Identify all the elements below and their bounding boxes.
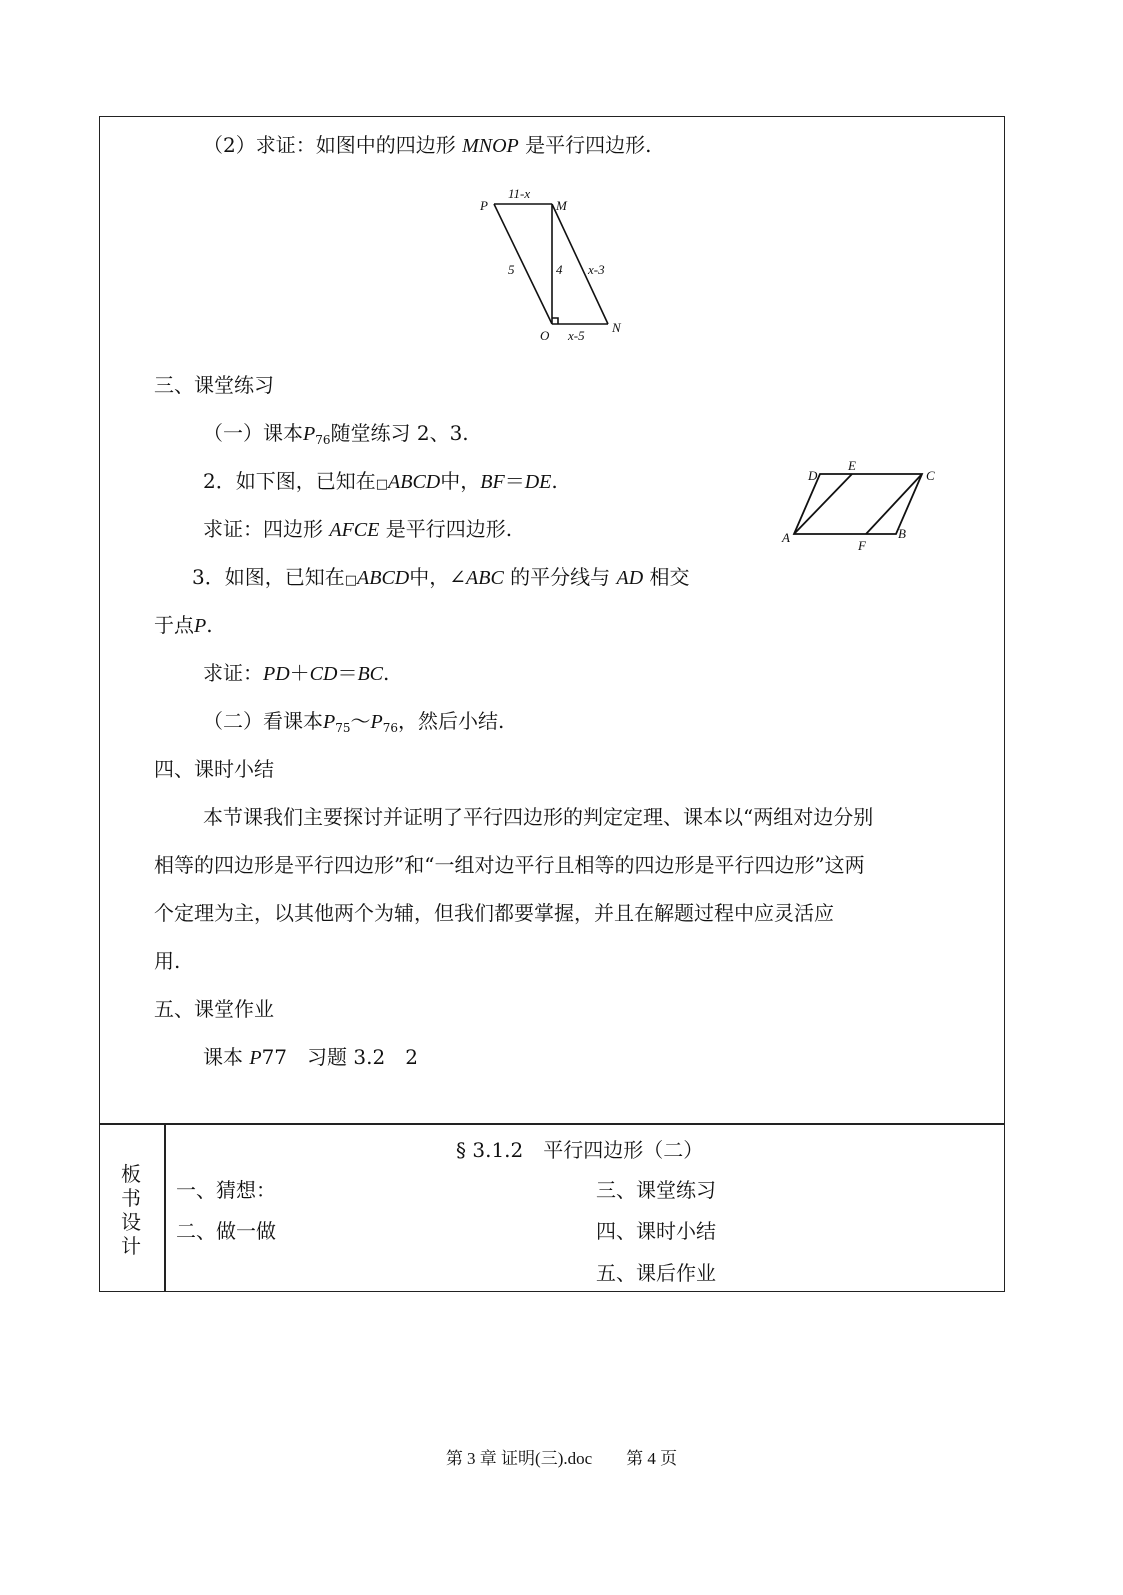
label-left: 5 (508, 262, 515, 277)
label-m: M (556, 198, 567, 213)
figure-abcd (776, 458, 946, 553)
q2-var: MNOP (462, 135, 519, 157)
exercise-intro: （一）课本$P_{76}$随堂练习 2、3. (203, 421, 469, 447)
label-right: x-3 (588, 262, 605, 277)
label-e: E (848, 458, 856, 473)
summary-line-4: 用. (154, 949, 181, 973)
label-o: O (540, 328, 550, 343)
board-left-item-1: 一、猜想： (176, 1178, 276, 1202)
q2-statement: （2）求证：如图中的四边形 MNOP 是平行四边形. (203, 133, 652, 157)
parallelogram-abcd (794, 474, 922, 534)
page-footer: 第 3 章 证明(三).doc 第 4 页 (445, 1449, 678, 1468)
side-po (494, 204, 552, 324)
summary-line-2: 相等的四边形是平行四边形”和“一组对边平行且相等的四边形是平行四边形”这两 (154, 853, 865, 877)
label-top: 11-x (508, 186, 531, 201)
review-line: （二）看课本$P_{75}\sim P_{76}$，然后小结. (203, 709, 505, 735)
board-right-item-3: 五、课后作业 (596, 1261, 716, 1285)
exercise-3: 3．如图，已知在□ABCD中，∠ABC 的平分线与 AD 相交 (192, 565, 690, 589)
board-right-item-1: 三、课堂练习 (596, 1178, 716, 1202)
segment-fc (866, 474, 922, 534)
board-left-item-2: 二、做一做 (176, 1219, 276, 1243)
segment-ae (794, 474, 852, 534)
exercise-3-line2: 于点P. (154, 613, 213, 637)
label-c: C (926, 468, 935, 483)
label-bottom: x-5 (568, 328, 585, 343)
section-5-heading: 五、课堂作业 (154, 997, 274, 1021)
label-p: P (480, 198, 488, 213)
board-divider (164, 1123, 166, 1292)
label-b: B (898, 526, 906, 541)
section-3-heading: 三、课堂练习 (154, 373, 274, 397)
exercise-2-prove: 求证：四边形 AFCE 是平行四边形. (203, 517, 513, 541)
exercise-3-prove: 求证：PD＋CD＝BC. (203, 661, 390, 685)
section-4-heading: 四、课时小结 (154, 757, 274, 781)
label-n: N (612, 320, 621, 335)
label-f: F (858, 538, 866, 553)
exercise-2: 2．如下图，已知在□ABCD中，BF＝DE. (203, 469, 558, 493)
summary-line-1: 本节课我们主要探讨并证明了平行四边形的判定定理、课本以“两组对边分别 (203, 805, 874, 829)
board-title: § 3.1.2 平行四边形（二） (456, 1138, 704, 1162)
summary-line-3: 个定理为主，以其他两个为辅，但我们都要掌握，并且在解题过程中应灵活应 (154, 901, 834, 925)
board-side-label: 板 书 设 计 (121, 1162, 141, 1258)
label-d: D (808, 468, 818, 483)
label-a: A (782, 530, 790, 545)
right-angle-mark (552, 318, 558, 324)
board-right-item-2: 四、课时小结 (596, 1219, 716, 1243)
label-mid: 4 (556, 262, 563, 277)
figure-mnop (470, 180, 640, 350)
homework-line: 课本 P77 习题 3.2 2 (203, 1045, 418, 1069)
